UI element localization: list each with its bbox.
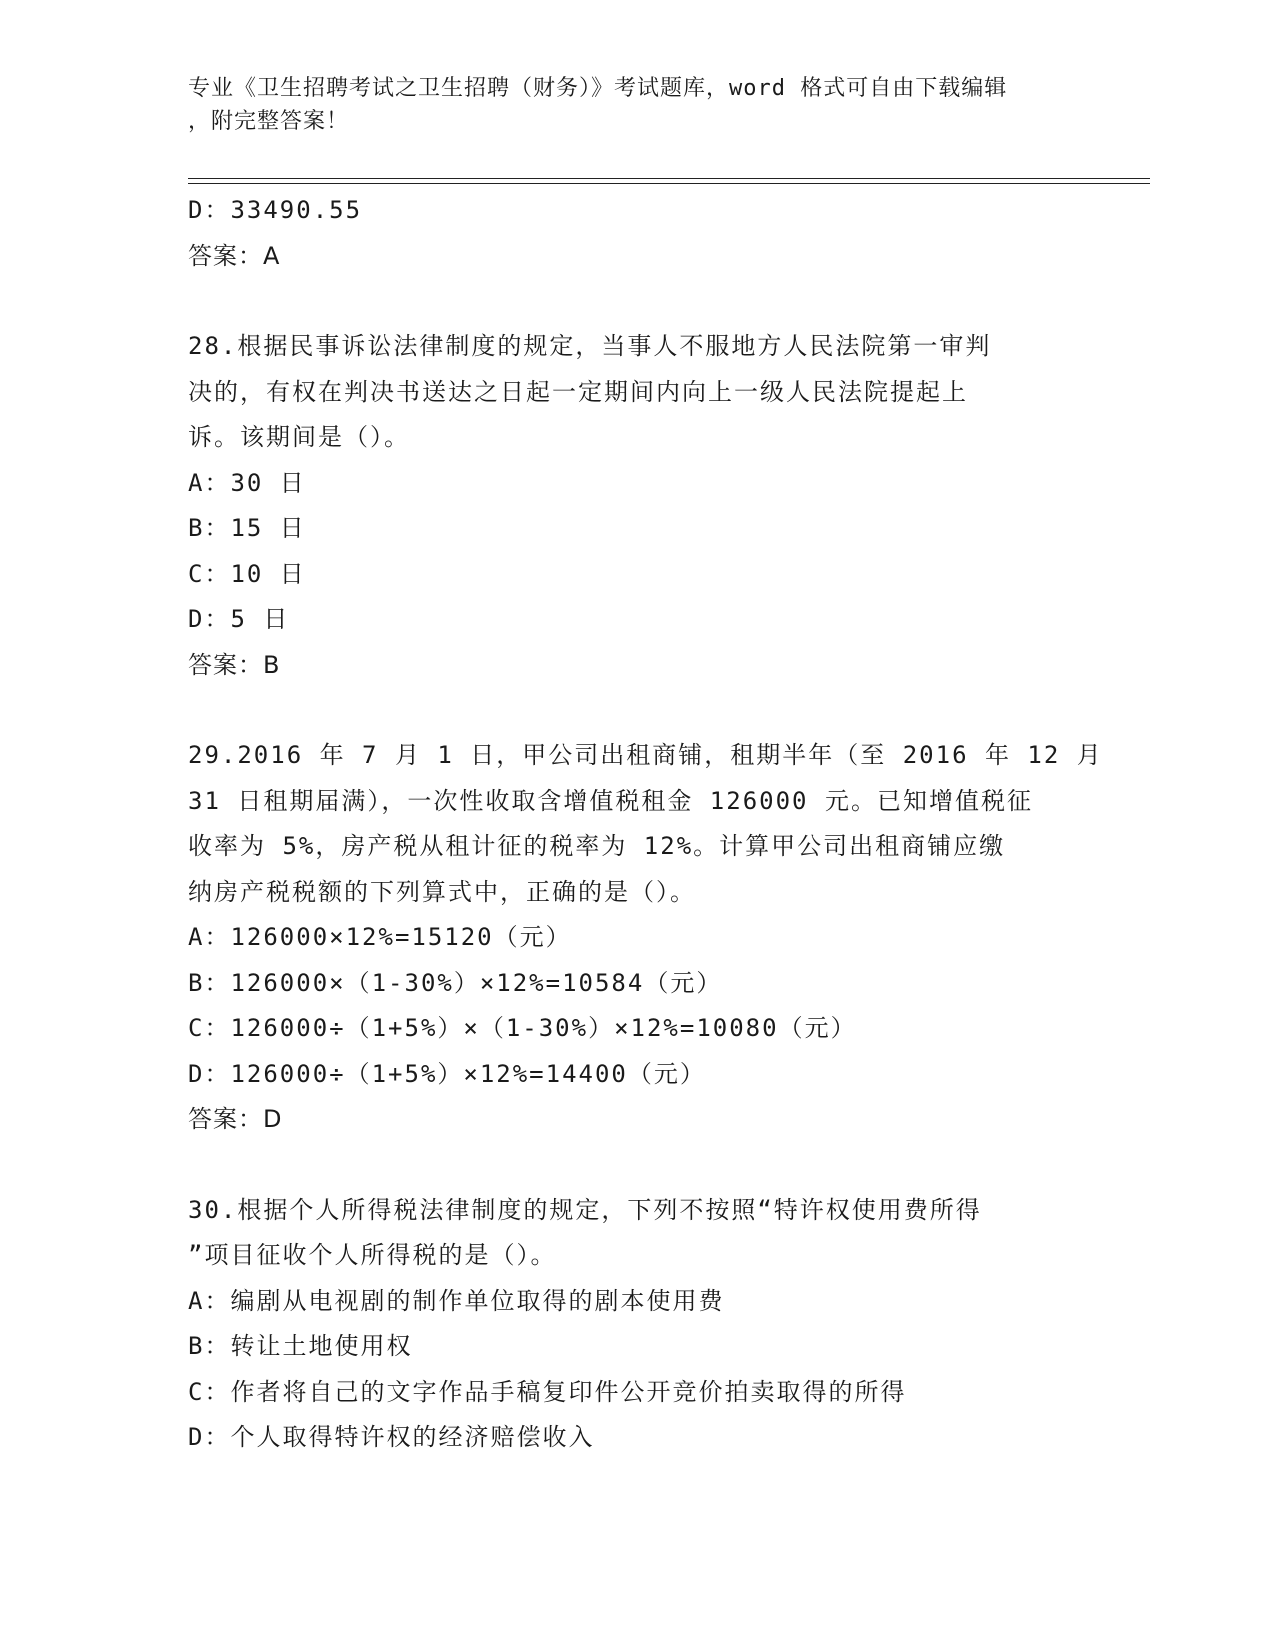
question-29-option-a: A：126000×12%=15120（元） [188,923,572,951]
header-line-2: ，附完整答案！ [188,109,350,134]
prev-answer: 答案：A [188,241,281,270]
question-content [188,188,1103,1461]
header-line-1: 专业《卫生招聘考试之卫生招聘（财务）》考试题库，word 格式可自由下载编辑 [188,76,1008,101]
question-29-line-3: 收率为 5%，房产税从租计征的税率为 12%。计算甲公司出租商铺应缴 [188,832,1006,860]
question-28-line-3: 诉。该期间是（）。 [188,423,410,451]
question-29-answer: 答案：D [188,1105,283,1133]
prev-option-d: D：33490.55 [188,196,363,224]
question-30 [188,1188,1088,1461]
question-28-option-b: B：15 日 [188,514,306,542]
question-29-line-1: 29.2016 年 7 月 1 日，甲公司出租商铺，租期半年（至 2016 年 12 月 [188,741,1103,769]
question-28-option-d: D：5 日 [188,605,290,633]
question-29-line-2: 31 日租期届满），一次性收取含增值税租金 126000 元。已知增值税征 [188,786,1033,815]
question-28-option-a: A：30 日 [188,468,306,497]
question-28-line-1: 28.根据民事诉讼法律制度的规定，当事人不服地方人民法院第一审判 [188,332,992,360]
header-rule-thin [188,183,1150,184]
question-30-option-d: D：个人取得特许权的经济赔偿收入 [188,1423,595,1451]
question-30-option-b: B：转让土地使用权 [188,1332,413,1360]
question-29-option-d: D：126000÷（1+5%）×12%=14400（元） [188,1059,706,1088]
question-30-line-1: 30.根据个人所得税法律制度的规定，下列不按照“特许权使用费所得 [188,1195,982,1224]
header-rule-thick [188,178,1150,179]
question-28-answer: 答案：B [188,650,281,679]
question-30-option-a: A：编剧从电视剧的制作单位取得的剧本使用费 [188,1286,725,1315]
question-28 [188,324,1088,688]
document-header [188,72,1068,138]
question-28-line-2: 决的，有权在判决书送达之日起一定期间内向上一级人民法院提起上 [188,377,968,406]
question-29-line-4: 纳房产税税额的下列算式中，正确的是（）。 [188,877,696,906]
question-29-option-b: B：126000×（1-30%）×12%=10584（元） [188,968,723,997]
question-30-line-2: ”项目征收个人所得税的是（）。 [188,1241,557,1269]
question-29 [188,733,1103,1143]
question-29-option-c: C：126000÷（1+5%）×（1-30%）×12%=10080（元） [188,1014,857,1042]
question-28-option-c: C：10 日 [188,559,306,588]
question-30-option-c: C：作者将自己的文字作品手稿复印件公开竞价拍卖取得的所得 [188,1377,907,1406]
